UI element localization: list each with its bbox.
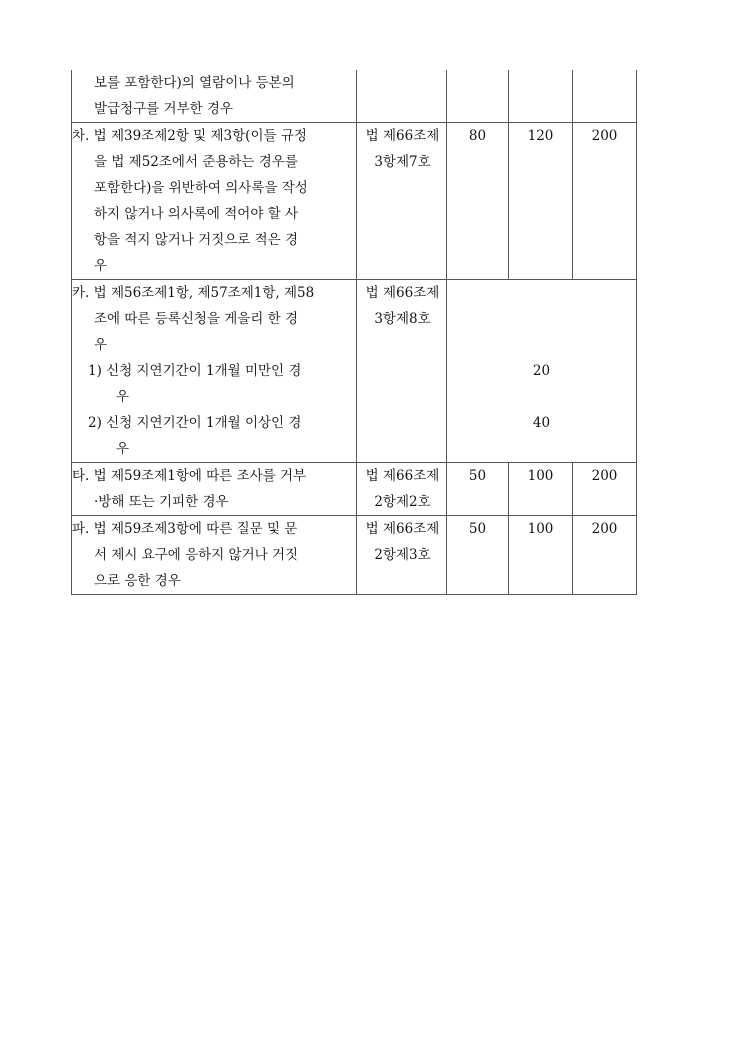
penalty-table <box>71 70 637 595</box>
violation-text-line: 발급청구를 거부한 경우 <box>94 101 233 117</box>
legal-basis-line: 2항제3호 <box>374 547 431 563</box>
legal-basis-cell <box>357 280 447 463</box>
legal-basis-line: 3항제7호 <box>374 154 431 170</box>
sub-item-line: 2) 신청 지연기간이 1개월 이상인 경 <box>88 415 302 431</box>
penalty-second-cell: 120 <box>509 123 573 280</box>
penalty-second-cell: 100 <box>509 516 573 595</box>
table-row <box>72 516 637 595</box>
penalty-sub2-value: 40 <box>532 415 551 431</box>
penalty-third-cell: 200 <box>573 123 637 280</box>
legal-basis-line: 2항제2호 <box>374 494 431 510</box>
violation-text-line: 차. 법 제39조제2항 및 제3항(이들 규정 <box>72 128 307 144</box>
violation-cell <box>72 280 357 463</box>
legal-basis-line: 법 제66조제 <box>365 521 440 537</box>
legal-basis-cell <box>357 516 447 595</box>
penalty-merged-cell <box>447 280 637 463</box>
violation-cell <box>72 123 357 280</box>
violation-text-line: 으로 응한 경우 <box>94 573 181 589</box>
penalty-second-cell: 100 <box>509 463 573 516</box>
legal-basis-line: 법 제66조제 <box>365 128 440 144</box>
penalty-third-cell <box>573 70 637 123</box>
penalty-third-cell: 200 <box>573 463 637 516</box>
penalty-first-cell <box>447 70 509 123</box>
violation-cell <box>72 516 357 595</box>
sub-item-line: 우 <box>116 441 130 457</box>
violation-text-line: 우 <box>94 258 108 274</box>
table-row <box>72 463 637 516</box>
sub-item-line: 1) 신청 지연기간이 1개월 미만인 경 <box>88 363 302 379</box>
penalty-sub1-value: 20 <box>532 363 551 379</box>
violation-text-line: 보를 포함한다)의 열람이나 등본의 <box>94 75 295 91</box>
violation-text-line: 파. 법 제59조제3항에 따른 질문 및 문 <box>72 521 298 537</box>
legal-basis-cell <box>357 463 447 516</box>
violation-cell <box>72 70 357 123</box>
penalty-second-cell <box>509 70 573 123</box>
violation-text-line: 타. 법 제59조제1항에 따른 조사를 거부 <box>72 468 307 484</box>
violation-text-line: 항을 적지 않거나 거짓으로 적은 경 <box>94 232 299 248</box>
table-row <box>72 280 637 463</box>
penalty-first-cell: 50 <box>447 516 509 595</box>
violation-cell <box>72 463 357 516</box>
legal-basis-line: 법 제66조제 <box>365 285 440 301</box>
violation-text-line: ·방해 또는 기피한 경우 <box>94 494 229 510</box>
penalty-first-cell: 50 <box>447 463 509 516</box>
table-row <box>72 123 637 280</box>
legal-basis-cell <box>357 123 447 280</box>
violation-text-line: 하지 않거나 의사록에 적어야 할 사 <box>94 206 299 222</box>
violation-text-line: 우 <box>94 337 108 353</box>
violation-text-line: 서 제시 요구에 응하지 않거나 거짓 <box>94 547 299 563</box>
sub-item-line: 우 <box>116 389 130 405</box>
legal-basis-line: 법 제66조제 <box>365 468 440 484</box>
violation-text-line: 을 법 제52조에서 준용하는 경우를 <box>94 154 298 170</box>
table-row <box>72 70 637 123</box>
legal-basis-cell <box>357 70 447 123</box>
violation-text-line: 포함한다)을 위반하여 의사록을 작성 <box>94 180 308 196</box>
penalty-first-cell: 80 <box>447 123 509 280</box>
violation-text-line: 조에 따른 등록신청을 게을리 한 경 <box>94 311 299 327</box>
legal-basis-line: 3항제8호 <box>374 311 431 327</box>
penalty-third-cell: 200 <box>573 516 637 595</box>
violation-text-line: 카. 법 제56조제1항, 제57조제1항, 제58 <box>72 285 315 301</box>
